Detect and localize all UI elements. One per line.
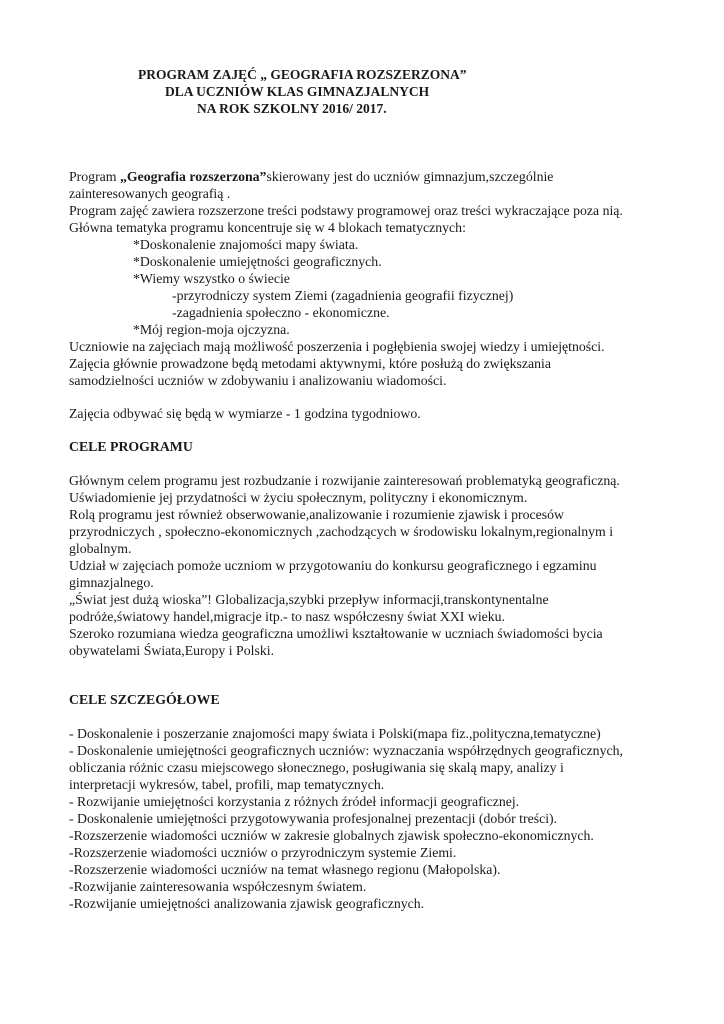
intro-line-3: Program zajęć zawiera rozszerzone treści podstawy programowej oraz treści wykraczające poza nią. xyxy=(69,203,623,218)
goals-line-8: „Świat jest dużą wioska”! Globalizacja,szybki przepływ informacji,transkontynentalne xyxy=(69,592,549,607)
goals-line-4: przyrodniczych , społeczno-ekonomicznych ,zachodzących w środowisku lokalnym,regionalnym i xyxy=(69,524,614,539)
detailed-goal-line-1: - Doskonalenie i poszerzanie znajomości mapy świata i Polski(mapa fiz.,polityczna,tematyczne) xyxy=(69,726,601,741)
goals-line-11: obywatelami Świata,Europy i Polski. xyxy=(69,643,275,658)
detailed-goal-line-10: -Rozwijanie zainteresowania współczesnym światem. xyxy=(69,879,367,894)
intro-para-line-2: Zajęcia głównie prowadzone będą metodami aktywnymi, które posłużą do zwiększania xyxy=(69,356,551,371)
detailed-goal-line-4: interpretacji wykresów, tabel, profili, map tematycznych. xyxy=(69,777,385,792)
sub-block-item-2: -zagadnienia społeczno - ekonomiczne. xyxy=(172,305,390,320)
detailed-goals-heading: CELE SZCZEGÓŁOWE xyxy=(69,692,220,707)
goals-line-10: Szeroko rozumiana wiedza geograficzna umożliwi kształtowanie w uczniach świadomości bycia xyxy=(69,626,603,641)
detailed-goal-line-5: - Rozwijanie umiejętności korzystania z różnych źródeł informacji geograficznej. xyxy=(69,794,520,809)
detailed-goal-line-3: obliczania różnic czasu miejscowego słonecznego, posługiwania się skalą mapy, analizy i xyxy=(69,760,564,775)
detailed-goal-line-9: -Rozszerzenie wiadomości uczniów na temat własnego regionu (Małopolska). xyxy=(69,862,501,877)
sub-block-item-1: -przyrodniczy system Ziemi (zagadnienia geografii fizycznej) xyxy=(172,288,514,303)
intro-para-line-1: Uczniowie na zajęciach mają możliwość poszerzenia i pogłębienia swojej wiedzy i umiejętności. xyxy=(69,339,605,354)
intro-prefix: Program xyxy=(69,169,120,184)
block-item-4: *Mój region-moja ojczyzna. xyxy=(133,322,290,337)
detailed-goal-line-7: -Rozszerzenie wiadomości uczniów w zakresie globalnych zjawisk społeczno-ekonomicznych. xyxy=(69,828,594,843)
schedule-text: Zajęcia odbywać się będą w wymiarze - 1 godzina tygodniowo. xyxy=(69,406,421,421)
detailed-goal-line-11: -Rozwijanie umiejętności analizowania zjawisk geograficznych. xyxy=(69,896,425,911)
detailed-goal-line-2: - Doskonalenie umiejętności geograficznych uczniów: wyznaczania współrzędnych geograficznych, xyxy=(69,743,623,758)
intro-line-2: zainteresowanych geografią . xyxy=(69,186,231,201)
title-line-3: NA ROK SZKOLNY 2016/ 2017. xyxy=(197,101,387,116)
intro-para-line-3: samodzielności uczniów w zdobywaniu i analizowaniu wiadomości. xyxy=(69,373,447,388)
goals-line-2: Uświadomienie jej przydatności w życiu społecznym, polityczny i ekonomicznym. xyxy=(69,490,528,505)
goals-heading: CELE PROGRAMU xyxy=(69,439,193,454)
intro-line-4: Główna tematyka programu koncentruje się w 4 blokach tematycznych: xyxy=(69,220,466,235)
block-item-1: *Doskonalenie znajomości mapy świata. xyxy=(133,237,359,252)
intro-line-1 xyxy=(69,168,553,185)
goals-line-5: globalnym. xyxy=(69,541,132,556)
program-name: „Geografia rozszerzona” xyxy=(119,169,267,184)
detailed-goal-line-8: -Rozszerzenie wiadomości uczniów o przyrodniczym systemie Ziemi. xyxy=(69,845,457,860)
block-item-3: *Wiemy wszystko o świecie xyxy=(133,271,290,286)
title-line-2: DLA UCZNIÓW KLAS GIMNAZJALNYCH xyxy=(165,84,430,99)
detailed-goal-line-6: - Doskonalenie umiejętności przygotowywania profesjonalnej prezentacji (dobór treści). xyxy=(69,811,558,826)
goals-line-9: podróże,światowy handel,migracje itp.- to nasz współczesny świat XXI wieku. xyxy=(69,609,506,624)
goals-line-3: Rolą programu jest również obserwowanie,analizowanie i rozumienie zjawisk i procesów xyxy=(69,507,564,522)
goals-line-7: gimnazjalnego. xyxy=(69,575,154,590)
block-item-2: *Doskonalenie umiejętności geograficznych. xyxy=(133,254,382,269)
intro-suffix: skierowany jest do uczniów gimnazjum,szczególnie xyxy=(266,169,554,184)
title-line-1: PROGRAM ZAJĘĆ „ GEOGRAFIA ROZSZERZONA” xyxy=(138,67,467,82)
goals-line-6: Udział w zajęciach pomoże uczniom w przygotowaniu do konkursu geograficznego i egzaminu xyxy=(69,558,597,573)
goals-line-1: Głównym celem programu jest rozbudzanie i rozwijanie zainteresowań problematyką geograficzną. xyxy=(69,473,620,488)
